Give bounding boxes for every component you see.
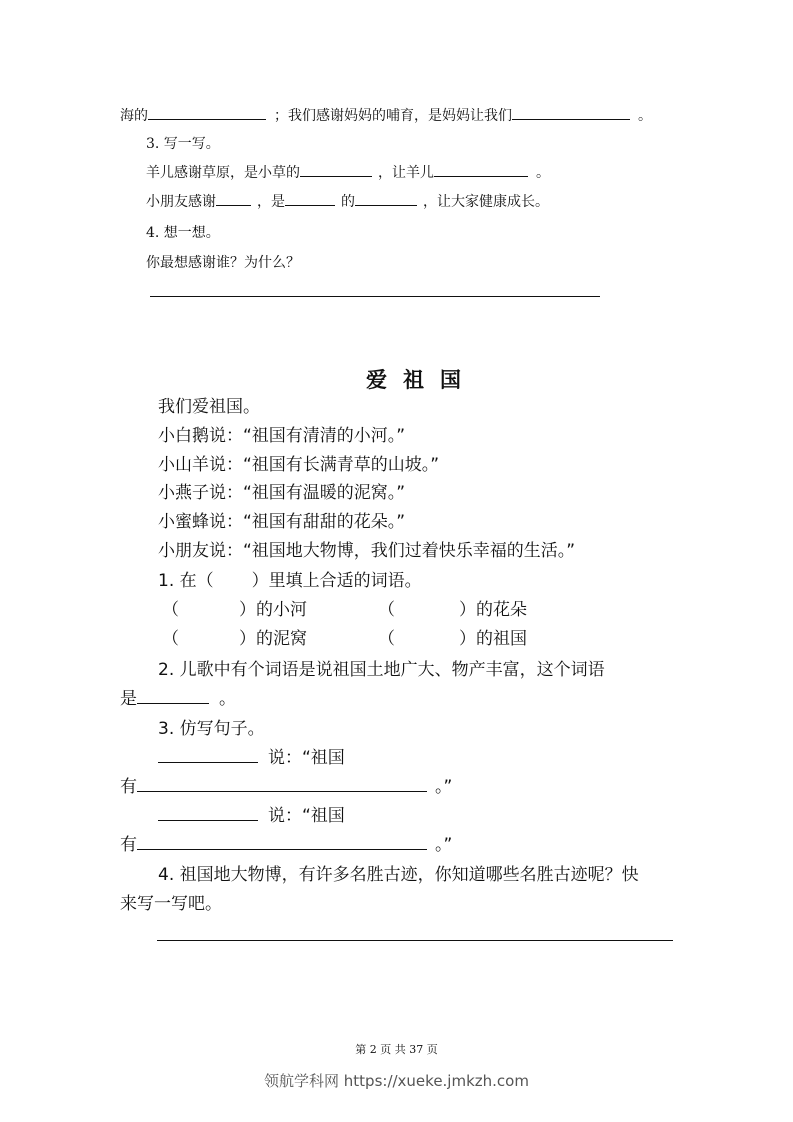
poem-line: 小蜜蜂说：“祖国有甜甜的花朵。” (158, 512, 406, 532)
text-line: 是 。 (120, 689, 236, 709)
text-line: 来写一写吧。 (120, 894, 222, 914)
fill-item: （ ）的祖国 (378, 629, 527, 649)
page-number: 第 2 页 共 37 页 (355, 1043, 438, 1056)
answer-line (157, 940, 673, 941)
question-2: 2. 儿歌中有个词语是说祖国土地广大、物产丰富，这个词语 (158, 660, 605, 680)
section-title: 爱祖国 (366, 368, 477, 392)
poem-line: 小山羊说：“祖国有长满青草的山坡。” (158, 455, 440, 475)
question-heading: 4. 想一想。 (146, 225, 220, 241)
question-1: 1. 在（ ）里填上合适的词语。 (158, 571, 422, 591)
text-line: 小朋友感谢 ，是 的 ，让大家健康成长。 (146, 191, 549, 212)
fill-item: （ ）的泥窝 (162, 629, 307, 649)
question-heading: 3. 写一写。 (146, 136, 220, 152)
text-line: 有 。” (120, 835, 453, 855)
text-line: 有 。” (120, 777, 453, 797)
poem-line: 我们爱祖国。 (158, 397, 260, 417)
poem-line: 小白鹅说：“祖国有清清的小河。” (158, 426, 406, 446)
poem-line: 小朋友说：“祖国地大物博，我们过着快乐幸福的生活。” (158, 541, 576, 561)
question-4: 4. 祖国地大物博，有许多名胜古迹，你知道哪些名胜古迹呢？快 (158, 865, 639, 885)
fill-item: （ ）的小河 (162, 600, 307, 620)
text-line: 说：“祖国 (158, 806, 345, 826)
fill-item: （ ）的花朵 (378, 600, 527, 620)
text-line: 海的 ；我们感谢妈妈的哺育，是妈妈让我们 。 (120, 105, 652, 126)
watermark: 领航学科网 https://xueke.jmkzh.com (264, 1072, 529, 1090)
text-line: 你最想感谢谁？为什么？ (146, 255, 300, 271)
question-3: 3. 仿写句子。 (158, 719, 265, 739)
answer-line (150, 296, 600, 297)
text-line: 说：“祖国 (158, 748, 345, 768)
poem-line: 小燕子说：“祖国有温暖的泥窝。” (158, 483, 406, 503)
text-line: 羊儿感谢草原，是小草的 ，让羊儿 。 (146, 162, 550, 183)
